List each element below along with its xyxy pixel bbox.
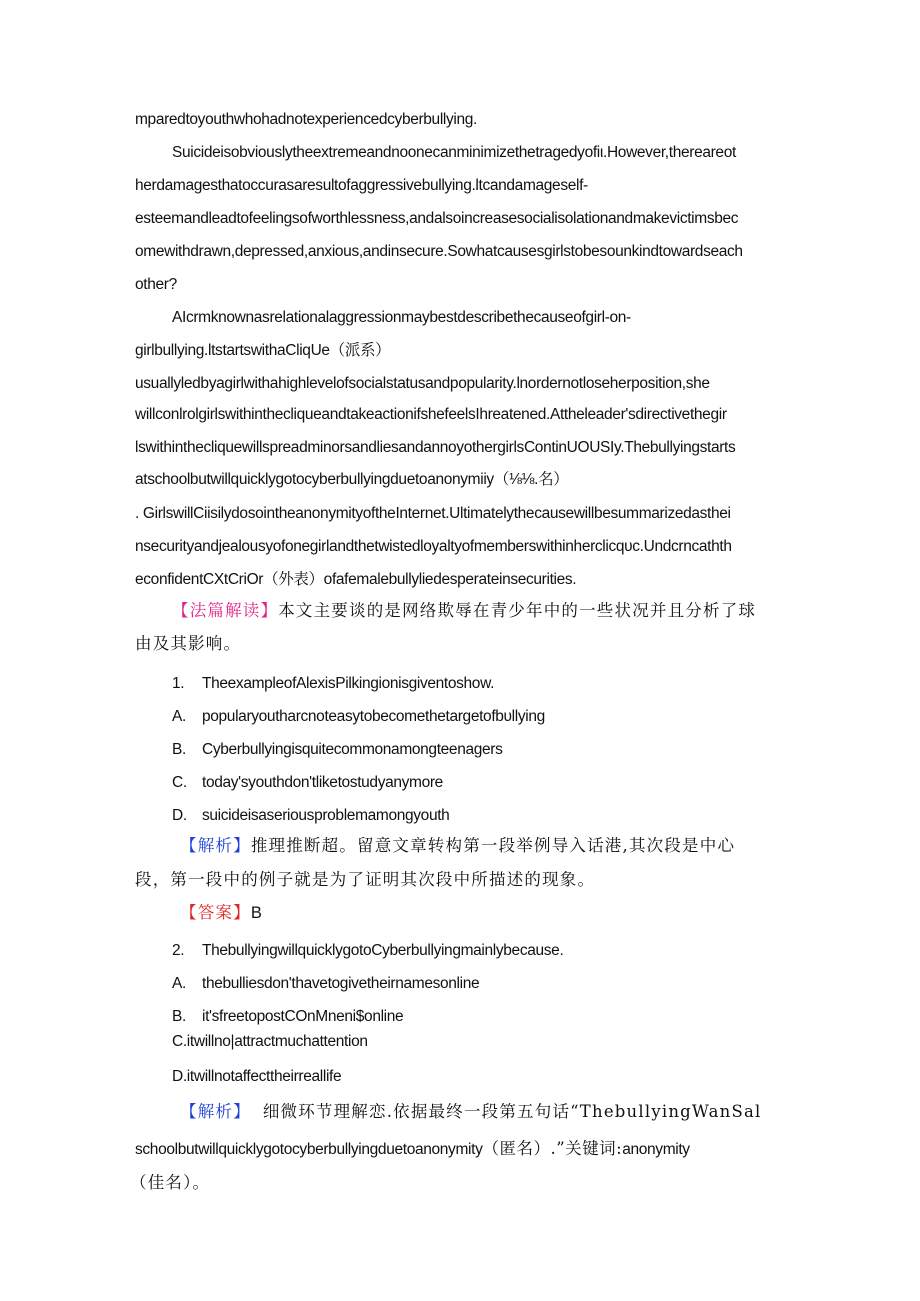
option-label: A. — [172, 975, 186, 992]
q2-option-b — [172, 1007, 403, 1027]
q1-answer — [180, 903, 263, 923]
question-1-stem — [172, 674, 494, 694]
reading-summary — [172, 601, 756, 621]
option-label: C. — [172, 774, 187, 791]
q2-option-c: C.itwillno|attractmuchattention — [172, 1033, 368, 1050]
option-label: B. — [172, 741, 186, 758]
option-label: D. — [172, 807, 187, 824]
q1-option-b — [172, 740, 502, 760]
q1-analysis — [180, 836, 735, 856]
passage-line: Suicideisobviouslytheextremeandnoonecanminimizethetragedyofiι.However,thereareot — [172, 144, 736, 161]
answer-tag: 【答案】 — [180, 903, 251, 922]
passage-line: omewithdrawn,depressed,anxious,andinsecure.Sowhatcausesgirlstobesounkindtowardseach — [135, 243, 743, 260]
q2-analysis-end: （佳名）。 — [130, 1173, 211, 1192]
question-text: TheexampleofAlexisPilkingionisgiventoshow. — [202, 675, 495, 692]
option-text: Cyberbullyingisquitecommonamongteenagers — [202, 741, 503, 758]
passage-line: AIcrmknownasrelationalaggressionmaybestdescribethecauseofgirl-on- — [172, 309, 631, 326]
q1-analysis-cont: 段，第一段中的例子就是为了证明其次段中所描述的现象。 — [135, 870, 596, 889]
answer-value: B — [250, 904, 264, 922]
question-number: 2. — [172, 942, 185, 959]
passage-line: atschoolbutwillquicklygotocyberbullyingduetoanonymiiy（⅛⅛.名） — [135, 471, 569, 488]
analysis-tag: 【解析】 — [180, 836, 251, 855]
option-text: popularyoutharcnoteasytobecomethetargetofbυllying — [202, 708, 545, 725]
q2-option-d: D.itwillnotaffecttheirreallife — [172, 1068, 342, 1085]
q1-option-a — [172, 707, 545, 727]
analysis-keyword: anonymity — [622, 1141, 690, 1158]
question-text: ThebullyingwillquicklygotoCyberbullyingmainlybecause. — [202, 942, 564, 959]
passage-line: other? — [135, 276, 177, 293]
option-text: it'sfreetopostCOnMneni$online — [202, 1008, 404, 1025]
analysis-text: 细微环节理解恋.依据最终一段第五句话“ThebullyingWanSal — [262, 1102, 762, 1121]
passage-line: herdamagesthatoccurasaresultofaggressivebullying.ltcandamageself- — [135, 177, 588, 194]
passage-line: . GirlswillCiisilydosointheanonymityoftheInternet.Ultimatelythecausewillbesummarizedasthei — [135, 505, 731, 522]
passage-line: usuallyledbyagirlwithahighlevelofsocialstatusandpopularity.lnordernotloseherposition,she — [135, 375, 710, 392]
option-text: today'syouthdon'tliketostudyanymore — [202, 774, 443, 791]
analysis-text: 推理推断超。留意文章转构第一段举例导入话港,其次段是中心 — [250, 836, 736, 855]
reading-summary-cont: 由及其影响。 — [135, 634, 242, 653]
analysis-quote: schoolbutwillquicklygotocyberbullyingduetoanonymity — [135, 1141, 483, 1158]
passage-line: econfidentCXtCriOr（外表）ofafemalebullyliedesperateinsecurities. — [135, 571, 577, 588]
q2-analysis — [180, 1102, 762, 1122]
reading-text: 本文主要谈的是网络欺辱在青少年中的一些状况并且分析了球 — [278, 601, 757, 620]
option-text: suicideisaseriousproblemamongyouth — [202, 807, 450, 824]
q1-option-c — [172, 773, 443, 793]
option-text: thebulliesdon'thavetogivetheirnamesonline — [202, 975, 480, 992]
question-2-stem — [172, 941, 563, 961]
passage-line: esteemandleadtofeelingsofworthlessness,andalsoincreasesocialisolationandmakevictimsbec — [135, 210, 739, 227]
q1-option-d — [172, 806, 449, 826]
passage-line: nsecurityandjealousyofonegirlandthetwistedloyaltyofmemberswithinherclicqυc.Undcrncathth — [135, 538, 732, 555]
q2-analysis-cont — [135, 1139, 690, 1160]
q2-option-a — [172, 974, 479, 994]
analysis-note: （匿名）.”关键词: — [482, 1139, 623, 1158]
option-label: A. — [172, 708, 186, 725]
passage-line: willconlrolgirlswithinthecliqueandtakeactionifshefeelsIhreatened.Attheleader'sdirectivethegir — [135, 406, 727, 423]
passage-line: mparedtoyouthwhohadnotexperiencedcyberbullying. — [135, 111, 478, 128]
reading-tag: 【法篇解读】 — [172, 601, 279, 620]
passage-line: girlbullying.ltstartswithaCliqUe（派系） — [135, 342, 391, 359]
passage-line: lswithinthecliquewillspreadminorsandliesandannoyothergirlsContinUOUSIy.Thebullyingstarts — [135, 439, 736, 456]
option-label: B. — [172, 1008, 186, 1025]
analysis-tag: 【解析】 — [180, 1102, 251, 1121]
question-number: 1. — [172, 675, 185, 692]
